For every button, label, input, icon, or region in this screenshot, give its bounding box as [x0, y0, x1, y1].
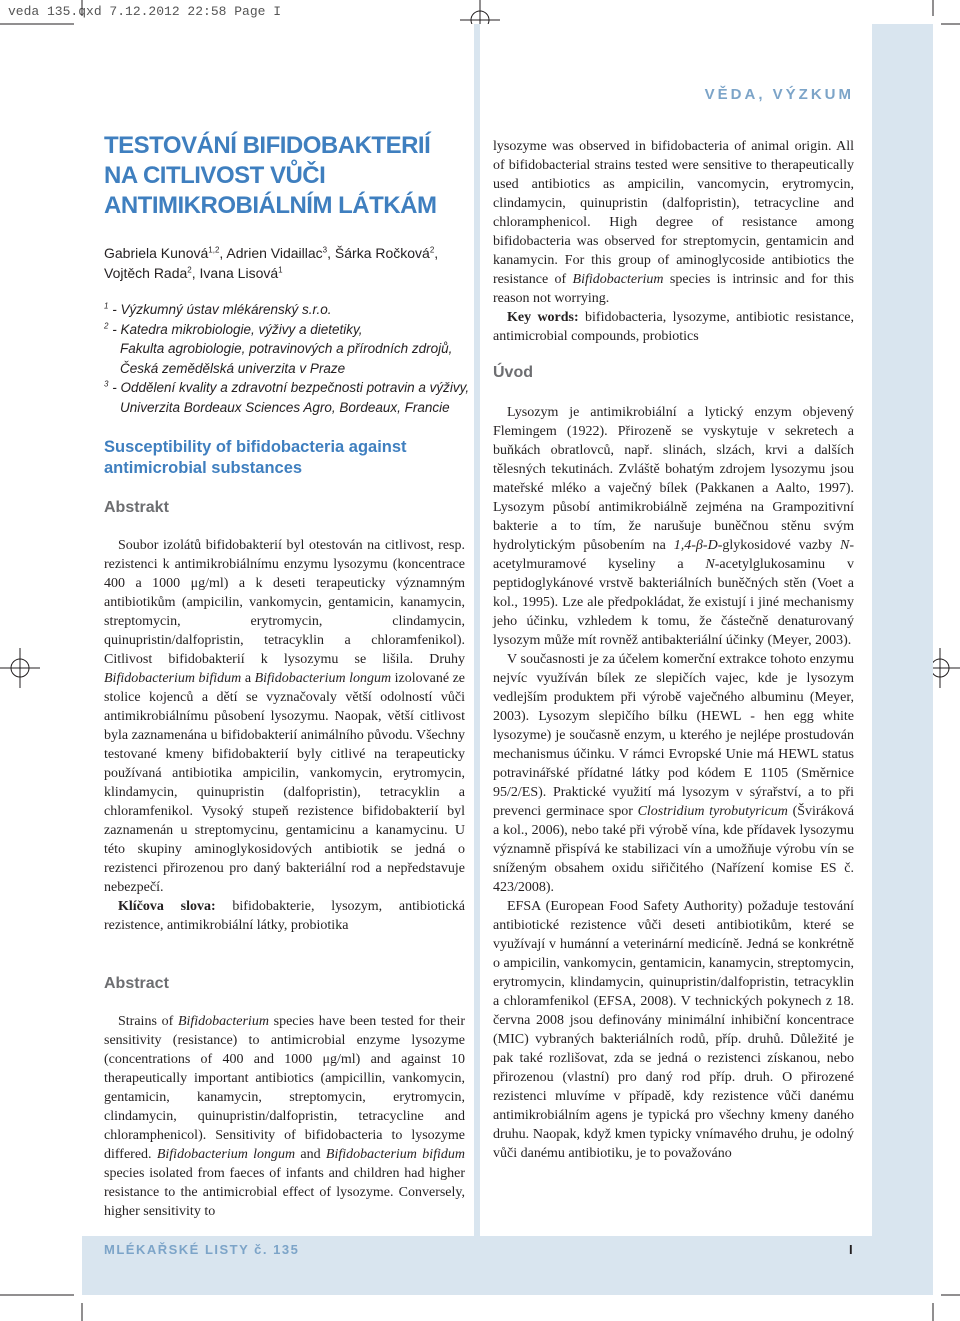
uvod-paragraph: V současnosti je za účelem komerční extrakce tohoto enzymu nejvíc využíván bílek ze slepičích vajec, kde je lysozym vedlejším produktem při výrobě vaječného albuminu (Meyer, 2003). Lysozym slepičího bílku (HEWL - hen egg white lysozyme) je současně enzym, u kterého je nejlépe prostudován mechanismus účinku. V rámci Evropské Unie má HEWL status potravinářské přídatné látky pod kódem E 1105 (Směrnice 95/2/ES). Praktické využití má lysozym v sýrařství, a to při prevenci germinace spor Clostridium tyrobutyricum (Šviráková a kol., 2006), nebo také při výrobě vína, kde přídavek lysozymu významně přispívá ke stabilizaci vín a umožňuje výrobu vín se sníženým obsahem oxidu siřičitého (Nařízení komise ES č. 423/2008).: [493, 652, 854, 895]
affil-line: - Oddělení kvality a zdravotní bezpečnosti potravin a výživy,: [108, 380, 470, 395]
uvod-paragraph: Lysozym je antimikrobiální a lytický enzym objevený Flemingem (1922). Přirozeně se vyskytuje v sekretech a buňkách obratlovců, např. slinách, slzách, krvi a dalších tělesných tekutinách. Zvláště bohatým zdrojem lysozymu jsou mateřské mléko a vaječný bílek (Pakkanen a Aalto, 1997). Lysozym působí antimikrobiálně zejména na Grampozitivní bakterie a to tím, že narušuje buněčnou stěnu svým hydrolytickým působením na 1,4-β-D-glykosidové vazby N-acetylmuramové kyseliny a N-acetylglukosaminu v peptidoglykánové vrstvě bakteriálních buněčných stěn (Voet a kol., 1995). Lze ale předpokládat, že existují i jiné mechanismy jeho účinku, vzhledem k tomu, že částečně denaturovaný lysozym může mít rovněž antibakteriální účinky (Meyer, 2003).: [493, 405, 855, 648]
english-title: [104, 437, 464, 479]
affiliations: [104, 300, 474, 417]
abstract-paragraph: Strains of Bifidobacterium species have been tested for their sensitivity (resistance) to antimicrobial enzyme lysozyme (concentrations of 400 and 1000 μg/ml) and against 10 therapeutically important antibiotics (ampicillin, vankomycin, gentamicin, kanamycin, streptomycin, erytromycin, clindamycin, quinupristin/dalfopristin, tetracycline and chloramphenicol). Sensitivity of bifidobacteria to lysozyme differed. Bifidobacterium longum and Bifidobacterium bifidum species isolated from faeces of infants and children had higher resistance to the antimicrobial effect of lysozyme. Conversely, higher sensitivity to: [104, 1014, 465, 1219]
author-affil-ref: 2: [429, 245, 435, 255]
affil-line: Univerzita Bordeaux Sciences Agro, Bordeaux, Francie: [120, 399, 450, 415]
title-line: ANTIMIKROBIÁLNÍM LÁTKÁM: [104, 192, 437, 219]
abstrakt-keywords: Klíčova slova: bifidobakterie, lysozym, antibiotická rezistence, antimikrobiální látky, probiotika: [104, 899, 465, 933]
article-title: [104, 131, 464, 221]
author-affil-ref: 1,2: [208, 245, 220, 255]
title-line: NA CITLIVOST VŮČI: [104, 162, 326, 189]
english-title-line: Susceptibility of bifidobacteria against: [104, 438, 407, 456]
page-number: I: [849, 1242, 853, 1257]
author-affil-ref: 3: [322, 245, 328, 255]
abstrakt-heading: Abstrakt: [104, 499, 169, 516]
affil-line: Fakulta agrobiologie, potravinových a přírodních zdrojů,: [120, 341, 453, 356]
abstract-paragraph: lysozyme was observed in bifidobacteria of animal origin. All of bifidobacterial strains tested were sensitive to therapeutically used antibiotics as ampicilin, vancomycin, erytromycin, clindamycin, quinupristin (dalfopristin), tetracycline and chloramphenicol. High degree of resistance among bifidobacteria was observed for streptomycin, gentamicin and kanamycin. For this group of aminoglycoside antibiotics the resistance of Bifidobacterium species is intrinsic and for this reason not worrying.: [493, 139, 854, 306]
author-name: Gabriela Kunová: [104, 245, 209, 261]
affil-number: 2: [104, 321, 109, 330]
abstract-keywords: Key words: bifidobacteria, lysozyme, antibiotic resistance, antimicrobial compounds, probiotics: [493, 310, 854, 344]
section-tag: VĚDA, VÝZKUM: [704, 86, 854, 103]
abstract-continuation: [493, 137, 854, 346]
abstract-heading: Abstract: [104, 975, 169, 992]
author-affil-ref: 1: [278, 265, 283, 275]
authors: [104, 243, 469, 283]
journal-footer: MLÉKAŘSKÉ LISTY č. 135: [104, 1242, 300, 1257]
author-name: , Ivana Lisová: [191, 265, 279, 281]
author-name: , Šárka Ročková: [327, 245, 430, 261]
uvod-heading: Úvod: [493, 364, 533, 381]
affil-line: - Katedra mikrobiologie, výživy a dietetiky,: [108, 321, 363, 337]
abstrakt-body: [104, 536, 465, 935]
author-name: , Vojtěch Rada: [104, 245, 439, 281]
uvod-body: [493, 403, 854, 1163]
print-mark: veda 135.qxd 7.12.2012 22:58 Page I: [8, 4, 282, 19]
uvod-paragraph: EFSA (European Food Safety Authority) požaduje testování antibiotické rezistence vůči deseti antibiotikům, které se využívají v humánní a veterinární medicíně. Jedná se konkrétně o ampicilin, vankomycin, gentamicin, kanamycin, streptomycin, erytromycin, klindamycin, quinupristin/dalfopristin, tetracyklin a chloramfenikol (EFSA, 2008). V technických pokynech z 18. června 2008 jsou definovány minimální inhibiční koncentrace (MIC) vybraných bakteriálních rodů, příp. druhů. Důležité je pak také rozlišovat, zda se jedná o rezistenci získanou, nebo přirozenou (vlastní) pro daný rod příp. druh. O přirozené rezistenci mluvíme v případě, kdy rezistence vůči danému antimikrobiálním agens je typická pro všechny kmeny daného druhu. Naopak, když kmen typicky vnímavého druhu, je odolný vůči danému antibiotiku, je to považováno: [493, 899, 854, 1161]
abstrakt-paragraph: Soubor izolátů bifidobakterií byl otestován na citlivost, resp. rezistenci k antimikrobiálnímu enzymu lysozymu (koncentrace 400 a 1000 μg/ml) a k deseti terapeuticky významným antibiotikům (ampicilin, vankomycin, gentamicin, kanamycin, streptomycin, erytromycin, clindamycin, quinupristin/dalfopristin, tetracyklin a chloramfenikol). Citlivost bifidobakterií k lysozymu se lišila. Druhy Bifidobacterium bifidum a Bifidobacterium longum izolované ze stolice kojenců a dětí se vyznačovaly větší odolností vůči antimikrobiálnímu působení lysozymu. Naopak, větší citlivost byla zaznamenána u bifidobakterií animálního původu. Všechny testované kmeny bifidobakterií byly citlivé na terapeuticky používaná antibiotika ampicilin, vankomycin, erytromycin, klindamycin, quinupristin (dalfopristin), tetracyklin a chloramfenikol. Vysoký stupeň rezistence bifidobakterií byl zaznamenán u streptomycinu, gentamicinu a kanamycinu. U této skupiny aminoglykosidových antibiotik se jedná o rezistenci přirozenou pro daný bakteriální rod a nepředstavuje nebezpečí.: [104, 538, 465, 895]
author-affil-ref: 2: [187, 265, 192, 275]
title-line: TESTOVÁNÍ BIFIDOBAKTERIÍ: [104, 132, 431, 159]
affil-line: Česká zemědělská univerzita v Praze: [120, 360, 346, 376]
affil-number: 3: [104, 379, 109, 389]
affil-line: - Výzkumný ústav mlékárenský s.r.o.: [108, 302, 332, 317]
abstract-body: [104, 1012, 465, 1221]
author-name: , Adrien Vidaillac: [219, 245, 323, 261]
affil-number: 1: [104, 301, 109, 311]
english-title-line: antimicrobial substances: [104, 459, 303, 477]
